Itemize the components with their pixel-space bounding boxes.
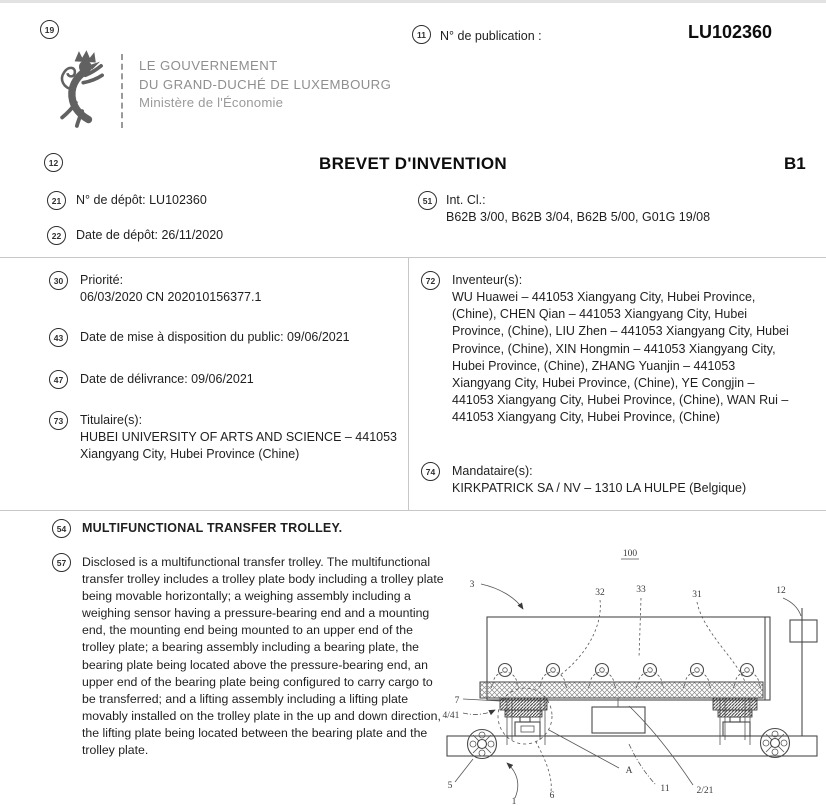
weighing-sensor-box [592,698,645,733]
int-cl-value: B62B 3/00, B62B 3/04, B62B 5/00, G01G 19/08 [446,210,711,224]
inventors-label: Inventeur(s): [452,273,523,287]
inid-code-30: 30 [49,271,68,290]
representatives-label: Mandataire(s): [452,464,533,478]
label-32: 32 [595,588,605,598]
inid-code-51: 51 [418,191,437,210]
abstract-text: Disclosed is a multifunctional transfer trolley. The multifunctional transfer trolley includes a trolley plate body including a trolley plate being movable horizontally; a weighing assembly including a weighing sensor having a pressure-bearing end and a mounting end, the mounting end being mounted to an upper end of the trolley plate; a bearing assembly including a bearing plate, the bearing plate being located above the pressure-bearing end, an upper end of the bearing plate being configured to carry cargo to be transferred; and a lifting assembly including a lifting plate movably installed on the trolley plate in the up and down direction, the lifting plate being located between the bearing plate and the trolley plate. [82,555,444,758]
label-100: 100 [622,549,638,559]
right-support [713,698,757,745]
inid-code-54: 54 [52,519,71,538]
holders-value: HUBEI UNIVERSITY OF ARTS AND SCIENCE – 441053 Xiangyang City, Hubei Province (Chine) [80,430,398,462]
priority-label: Priorité: [80,273,124,287]
deposit-number: N° de dépôt: LU102360 [76,193,207,207]
publication-number: LU102360 [688,22,773,42]
bearing-plate [480,682,763,698]
government-wordmark [139,57,391,113]
leader-lines [455,559,801,798]
inid-code-73: 73 [49,411,68,430]
label-3: 3 [469,580,475,590]
label-2-21: 2/21 [696,786,714,796]
inid-code-43: 43 [49,328,68,347]
inid-code-47: 47 [49,370,68,389]
inid-code-19: 19 [40,20,59,39]
gov-line-2: DU GRAND-DUCHÉ DE LUXEMBOURG [139,76,392,92]
label-7: 7 [454,696,460,706]
deposit-date: Date de dépôt: 26/11/2020 [76,228,224,242]
horizontal-rule-top [0,257,826,258]
representatives-value: KIRKPATRICK SA / NV – 1310 LA HULPE (Belgique) [452,481,747,495]
right-wheel [761,729,790,758]
luxembourg-lion-icon [50,50,108,128]
inid-code-11: 11 [412,25,431,44]
gov-line-3: Ministère de l'Économie [139,95,284,110]
label-6: 6 [549,791,555,801]
inid-code-74: 74 [421,462,440,481]
priority-value: 06/03/2020 CN 202010156377.1 [80,290,262,304]
invention-title: MULTIFUNCTIONAL TRANSFER TROLLEY. [82,521,343,535]
label-12: 12 [776,586,786,596]
column-divider [408,258,409,511]
inid-code-12: 12 [44,153,63,172]
logo-divider [121,54,123,128]
document-type-title: BREVET D'INVENTION [319,154,507,173]
label-1: 1 [511,797,517,806]
int-cl-label: Int. Cl.: [446,193,486,207]
label-33: 33 [636,585,646,595]
holders-label: Titulaire(s): [80,413,143,427]
inventors-value: WU Huawei – 441053 Xiangyang City, Hubei Province, (Chine), CHEN Qian – 441053 Xiangyang City, Hubei Province, (Chine), LIU Zhen – 441053 Xiangyang City, Hubei Province, (Chine), XIN Hongmin – 441053 Xiangyang City, Hubei Province, (Chine), ZHANG Yuanjin – 441053 Xiangyang City, Hubei Province, (Chine), YE Congjin – 441053 Xiangyang City, Hubei Province, (Chine), WAN Rui – 441053 Xiangyang City, Hubei Province, (Chine) [452,290,789,425]
grant-date: Date de délivrance: 09/06/2021 [80,372,254,386]
inid-code-72: 72 [421,271,440,290]
handle-pole [790,608,817,736]
gov-line-1: LE GOUVERNEMENT [139,58,278,73]
label-5: 5 [447,781,453,791]
kind-code: B1 [784,154,806,173]
label-11: 11 [660,784,670,794]
publication-label: N° de publication : [440,29,542,43]
horizontal-rule-bottom [0,510,826,511]
inid-code-21: 21 [47,191,66,210]
label-A: A [625,766,633,776]
availability-date: Date de mise à disposition du public: 09/06/2021 [80,330,350,344]
inid-code-57: 57 [52,553,71,572]
label-4-41: 4/41 [442,711,460,721]
inid-code-22: 22 [47,226,66,245]
left-support [500,698,547,745]
label-31: 31 [692,590,702,600]
patent-figure [437,540,826,806]
left-wheel [468,730,497,759]
